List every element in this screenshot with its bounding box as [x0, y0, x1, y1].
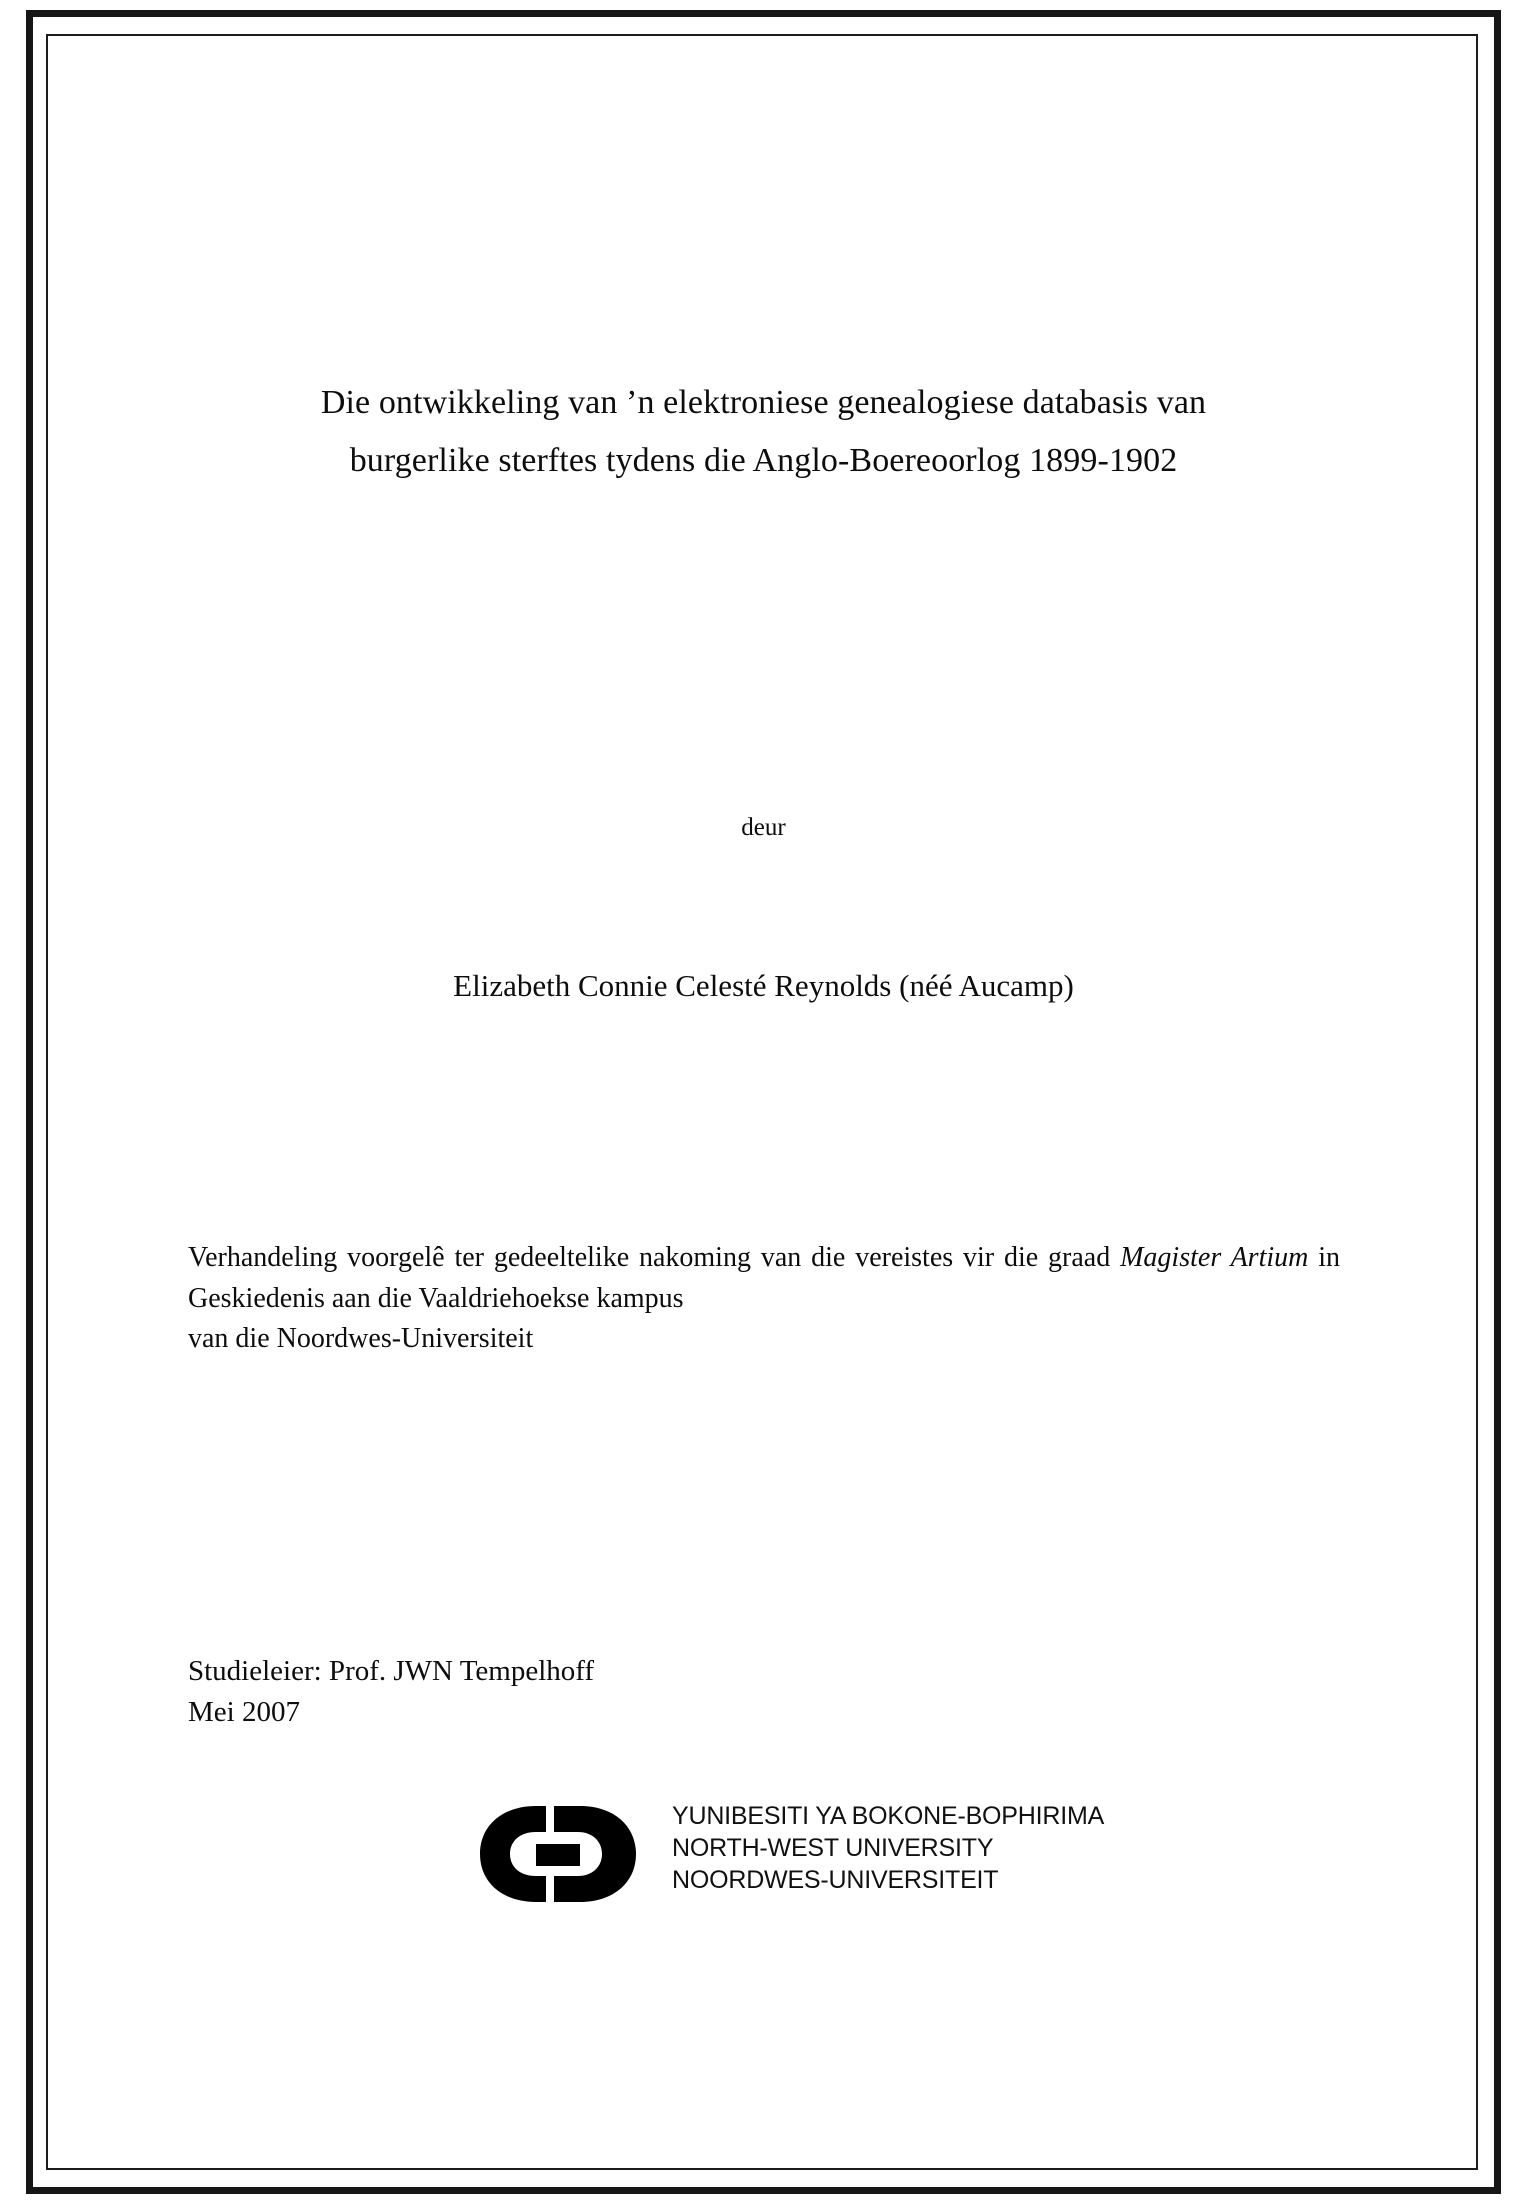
supervisor-line: Studieleier: Prof. JWN Tempelhoff: [188, 1655, 595, 1687]
author-name: Elizabeth Connie Celesté Reynolds (néé Aucamp): [453, 968, 1074, 1003]
title-line-1: Die ontwikkeling van ’n elektroniese genealogiese databasis van: [320, 384, 1207, 421]
page-title: [186, 374, 1341, 491]
statement-part-1: Verhandeling voorgelê ter gedeeltelike nakoming van die vereistes vir die graad: [188, 1242, 1121, 1273]
statement-part-3: van die Noordwes-Universiteit: [188, 1323, 534, 1355]
degree-statement: [188, 1238, 1340, 1360]
byline-label: deur: [741, 814, 786, 841]
degree-name: Magister Artium: [1120, 1242, 1309, 1273]
title-line-2: burgerlike sterftes tydens die Anglo-Boereoorlog 1899-1902: [349, 442, 1178, 480]
date-line: Mei 2007: [188, 1696, 300, 1729]
logo-line-2: NORTH-WEST UNIVERSITY: [672, 1834, 994, 1862]
title-page-content: [186, 34, 1341, 2170]
logo-line-1: YUNIBESITI YA BOKONE-BOPHIRIMA: [672, 1802, 1105, 1830]
north-west-university-logo-icon: [474, 1802, 664, 1906]
university-logo-text: [672, 1800, 1104, 1896]
logo-line-3: NOORDWES-UNIVERSITEIT: [672, 1866, 999, 1894]
university-logo-block: [474, 1796, 1105, 1916]
supervisor-block: [188, 1651, 1088, 1733]
statement-part-2: in Geskiedenis aan die Vaaldriehoekse kampus: [188, 1242, 1341, 1314]
